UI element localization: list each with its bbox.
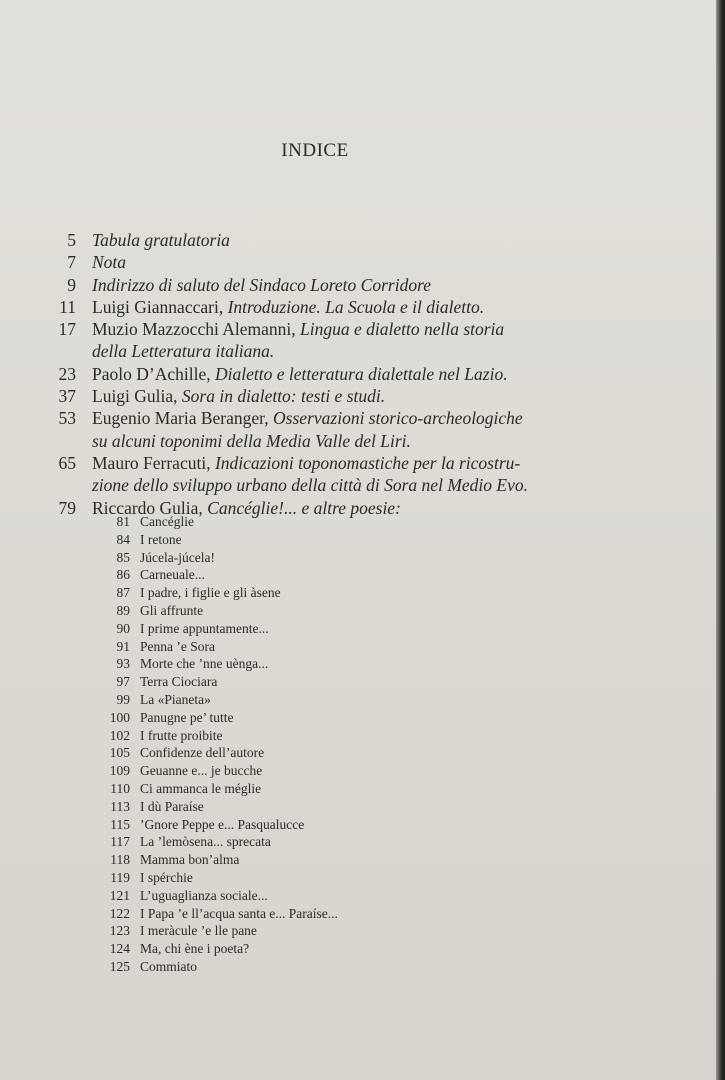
main-index: [40, 229, 600, 519]
poem-page: 87: [116, 585, 130, 601]
poem-page: 81: [116, 514, 130, 529]
poem-entry: [100, 691, 338, 709]
entry-work: Sora in dialetto: testi e studi.: [181, 386, 386, 407]
poem-page: 85: [116, 549, 130, 565]
poem-title: Ma, chi ène i poeta?: [140, 941, 250, 957]
poem-page: 113: [110, 798, 130, 814]
poem-entry: [100, 709, 338, 727]
poem-page: 119: [110, 869, 130, 885]
poem-page: 89: [116, 602, 130, 618]
page-title: INDICE: [281, 140, 349, 161]
poem-title: Confidenze dell’autore: [140, 745, 265, 761]
index-entry: [40, 296, 600, 318]
poem-page: 110: [110, 780, 130, 796]
poem-entry: [100, 584, 338, 602]
entry-work-continued: zione dello sviluppo urbano della città di Sora nel Medio Evo.: [92, 475, 528, 496]
poem-page: 102: [109, 727, 130, 743]
poem-title: ’Gnore Peppe e... Pasqualucce: [140, 816, 305, 832]
poem-entry: [100, 833, 338, 851]
poem-entry: [100, 958, 338, 976]
entry-work-continued: su alcuni toponimi della Media Valle del Liri.: [92, 430, 411, 451]
poem-entry: [100, 869, 338, 887]
poem-page: 86: [116, 567, 130, 583]
poem-title: Gli affrunte: [140, 602, 204, 618]
entry-page: 23: [58, 363, 76, 384]
poem-title: Penna ’e Sora: [140, 638, 215, 654]
entry-author: Muzio Mazzocchi Alemanni,: [92, 319, 300, 340]
index-entry: [40, 452, 600, 497]
page-edge-shadow: [716, 0, 725, 1080]
poem-page: 122: [109, 905, 130, 921]
poem-page: 121: [109, 887, 130, 903]
poem-title: La ’lemòsena... sprecata: [140, 834, 271, 850]
poem-entry: [100, 673, 338, 691]
entry-work: Cancéglie!... e altre poesie:: [207, 497, 401, 518]
poem-entry: [100, 887, 338, 905]
entry-author: Luigi Giannaccari,: [92, 296, 228, 317]
poem-page: 99: [116, 691, 130, 707]
entry-page: 17: [58, 319, 76, 340]
poem-entry: [100, 566, 338, 584]
poem-list: [100, 513, 338, 976]
poem-entry: [100, 798, 338, 816]
entry-page: 7: [67, 252, 76, 273]
poem-page: 123: [109, 923, 130, 939]
index-entry: [40, 363, 600, 385]
entry-work: Tabula gratulatoria: [92, 230, 230, 250]
entry-page: 79: [58, 497, 76, 518]
entry-work: Introduzione. La Scuola e il dialetto.: [227, 296, 485, 317]
poem-entry: [100, 762, 338, 780]
entry-author: Luigi Gulia,: [92, 386, 182, 407]
poem-entry: [100, 905, 338, 923]
poem-entry: [100, 655, 338, 673]
index-entry: [40, 274, 600, 296]
poem-entry: [100, 922, 338, 940]
entry-work: Indicazioni toponomastiche per la ricostru-: [214, 452, 521, 473]
poem-page: 117: [110, 834, 130, 850]
poem-page: 105: [109, 745, 130, 761]
poem-title: Geuanne e... je bucche: [140, 763, 263, 779]
poem-page: 109: [109, 763, 130, 779]
poem-title: I padre, i figlie e gli àsene: [140, 585, 281, 601]
poem-page: 90: [116, 620, 130, 636]
poem-title: Carneuale...: [140, 567, 205, 583]
poem-title: I Papa ’e ll’acqua santa e... Paraíse...: [140, 905, 338, 921]
entry-author: Riccardo Gulia,: [92, 497, 208, 518]
poem-page: 97: [116, 674, 130, 690]
index-entry: [40, 318, 600, 363]
entry-page: 65: [58, 452, 76, 473]
poem-entry: [100, 513, 338, 531]
index-entry: [40, 229, 600, 251]
poem-title: La «Pianeta»: [140, 691, 211, 707]
poem-page: 115: [110, 816, 130, 832]
poem-page: 118: [110, 852, 130, 868]
index-entry: [40, 407, 600, 452]
poem-title: Morte che ’nne uènga...: [140, 656, 269, 672]
poem-title: Panugne pe’ tutte: [140, 709, 234, 725]
poem-title: Cancéglie: [140, 514, 194, 529]
entry-author: Mauro Ferracuti,: [92, 452, 215, 473]
poem-title: I spérchie: [140, 869, 193, 885]
poem-entry: [100, 851, 338, 869]
poem-entry: [100, 816, 338, 834]
poem-title: Júcela-júcela!: [140, 549, 215, 565]
entry-work-continued: della Letteratura italiana.: [92, 341, 275, 362]
entry-page: 37: [58, 386, 76, 407]
poem-page: 91: [116, 638, 130, 654]
entry-page: 5: [67, 230, 76, 250]
poem-page: 124: [109, 941, 130, 957]
poem-title: Ci ammanca le méglie: [140, 780, 262, 796]
poem-entry: [100, 549, 338, 567]
poem-entry: [100, 531, 338, 549]
poem-title: Commiato: [140, 958, 197, 974]
poem-title: L’uguaglianza sociale...: [140, 887, 268, 903]
index-entry: [40, 251, 600, 273]
poem-page: 84: [116, 531, 130, 547]
poem-page: 100: [109, 709, 130, 725]
poem-title: I meràcule ’e lle pane: [140, 923, 257, 939]
entry-page: 9: [67, 274, 76, 295]
entry-author: Paolo D’Achille,: [92, 363, 215, 384]
poem-entry: [100, 744, 338, 762]
poem-entry: [100, 638, 338, 656]
poem-page: 93: [116, 656, 130, 672]
entry-work: Nota: [92, 252, 127, 273]
poem-page: 125: [109, 958, 130, 974]
entry-work: Indirizzo di saluto del Sindaco Loreto Corridore: [92, 274, 431, 295]
index-entry: [40, 385, 600, 407]
entry-page: 11: [59, 296, 76, 317]
poem-entry: [100, 940, 338, 958]
poem-title: I dù Paraíse: [140, 798, 204, 814]
poem-title: I retone: [140, 531, 182, 547]
poem-title: Mamma bon’alma: [140, 852, 240, 868]
entry-work: Dialetto e letteratura dialettale nel Lazio.: [214, 363, 508, 384]
entry-work: Osservazioni storico-archeologiche: [273, 408, 523, 429]
poem-entry: [100, 620, 338, 638]
entry-author: Eugenio Maria Beranger,: [92, 408, 274, 429]
poem-entry: [100, 780, 338, 798]
poem-entry: [100, 602, 338, 620]
poem-title: I prime appuntamente...: [140, 620, 269, 636]
poem-entry: [100, 727, 338, 745]
entry-page: 53: [58, 408, 76, 429]
poem-title: Terra Ciociara: [140, 674, 218, 690]
poem-title: I frutte proibite: [140, 727, 223, 743]
entry-work: Lingua e dialetto nella storia: [300, 319, 505, 340]
